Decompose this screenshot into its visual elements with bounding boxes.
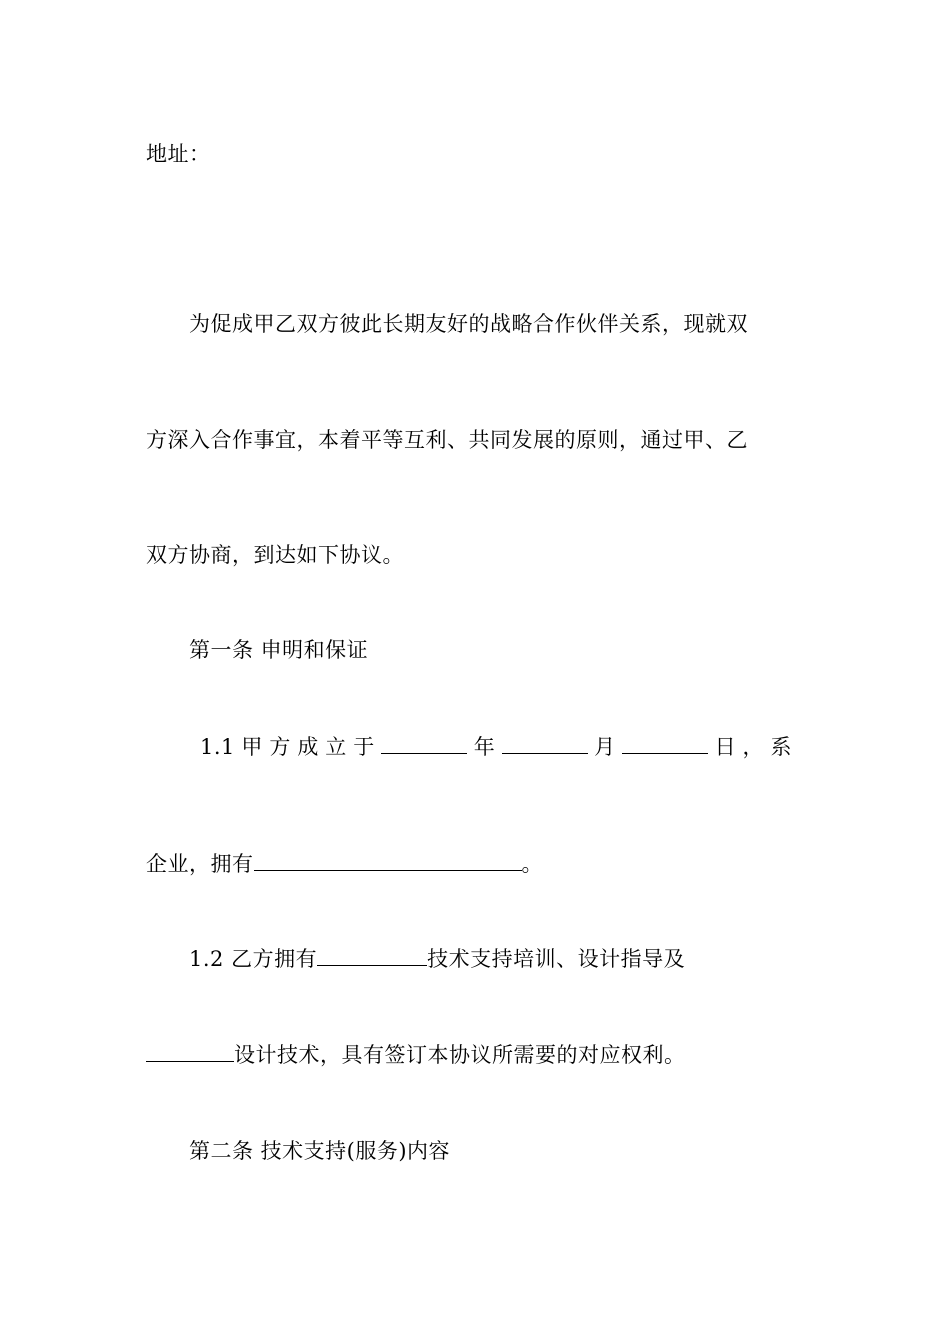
clause-char: 甲	[241, 735, 263, 759]
month-label: 月	[594, 735, 616, 759]
clause-number: 1.1	[200, 735, 235, 759]
clause-char: 方	[269, 735, 291, 759]
preamble-line-3: 双方协商，到达如下协议。	[146, 543, 404, 567]
article-2-heading: 第二条 技术支持(服务)内容	[189, 1139, 451, 1163]
clause-char: 于	[353, 735, 375, 759]
clause-1-2-line-2	[146, 1041, 686, 1069]
comma: ，	[742, 735, 765, 759]
clause-1-1-line-2-suffix: 。	[521, 852, 543, 876]
tech-blank	[317, 945, 427, 966]
day-label: 日	[714, 735, 737, 759]
clause-1-1-line-1	[200, 733, 792, 761]
clause-1-2-line-2-suffix: 设计技术，具有签订本协议所需要的对应权利。	[234, 1043, 686, 1067]
clause-1-2-line-1	[189, 945, 685, 973]
clause-1-2-prefix: 1.2 乙方拥有	[189, 947, 318, 971]
year-blank	[381, 733, 467, 754]
preamble-line-2: 方深入合作事宜，本着平等互利、共同发展的原则，通过甲、乙	[146, 428, 748, 452]
clause-char: 成	[297, 735, 319, 759]
year-label: 年	[473, 735, 496, 759]
design-blank	[146, 1041, 234, 1062]
address-label: 地址：	[146, 142, 211, 166]
clause-char: 立	[325, 735, 347, 759]
clause-1-1-line-2	[146, 850, 543, 878]
article-1-heading: 第一条 申明和保证	[189, 638, 369, 662]
preamble-line-1: 为促成甲乙双方彼此长期友好的战略合作伙伴关系，现就双	[189, 312, 748, 336]
clause-1-1-line-2-prefix: 企业，拥有	[146, 852, 254, 876]
day-blank	[622, 733, 708, 754]
month-blank	[502, 733, 588, 754]
owned-blank	[254, 850, 522, 871]
clause-1-2-suffix: 技术支持培训、设计指导及	[427, 947, 686, 971]
xi-char: 系	[770, 735, 792, 759]
